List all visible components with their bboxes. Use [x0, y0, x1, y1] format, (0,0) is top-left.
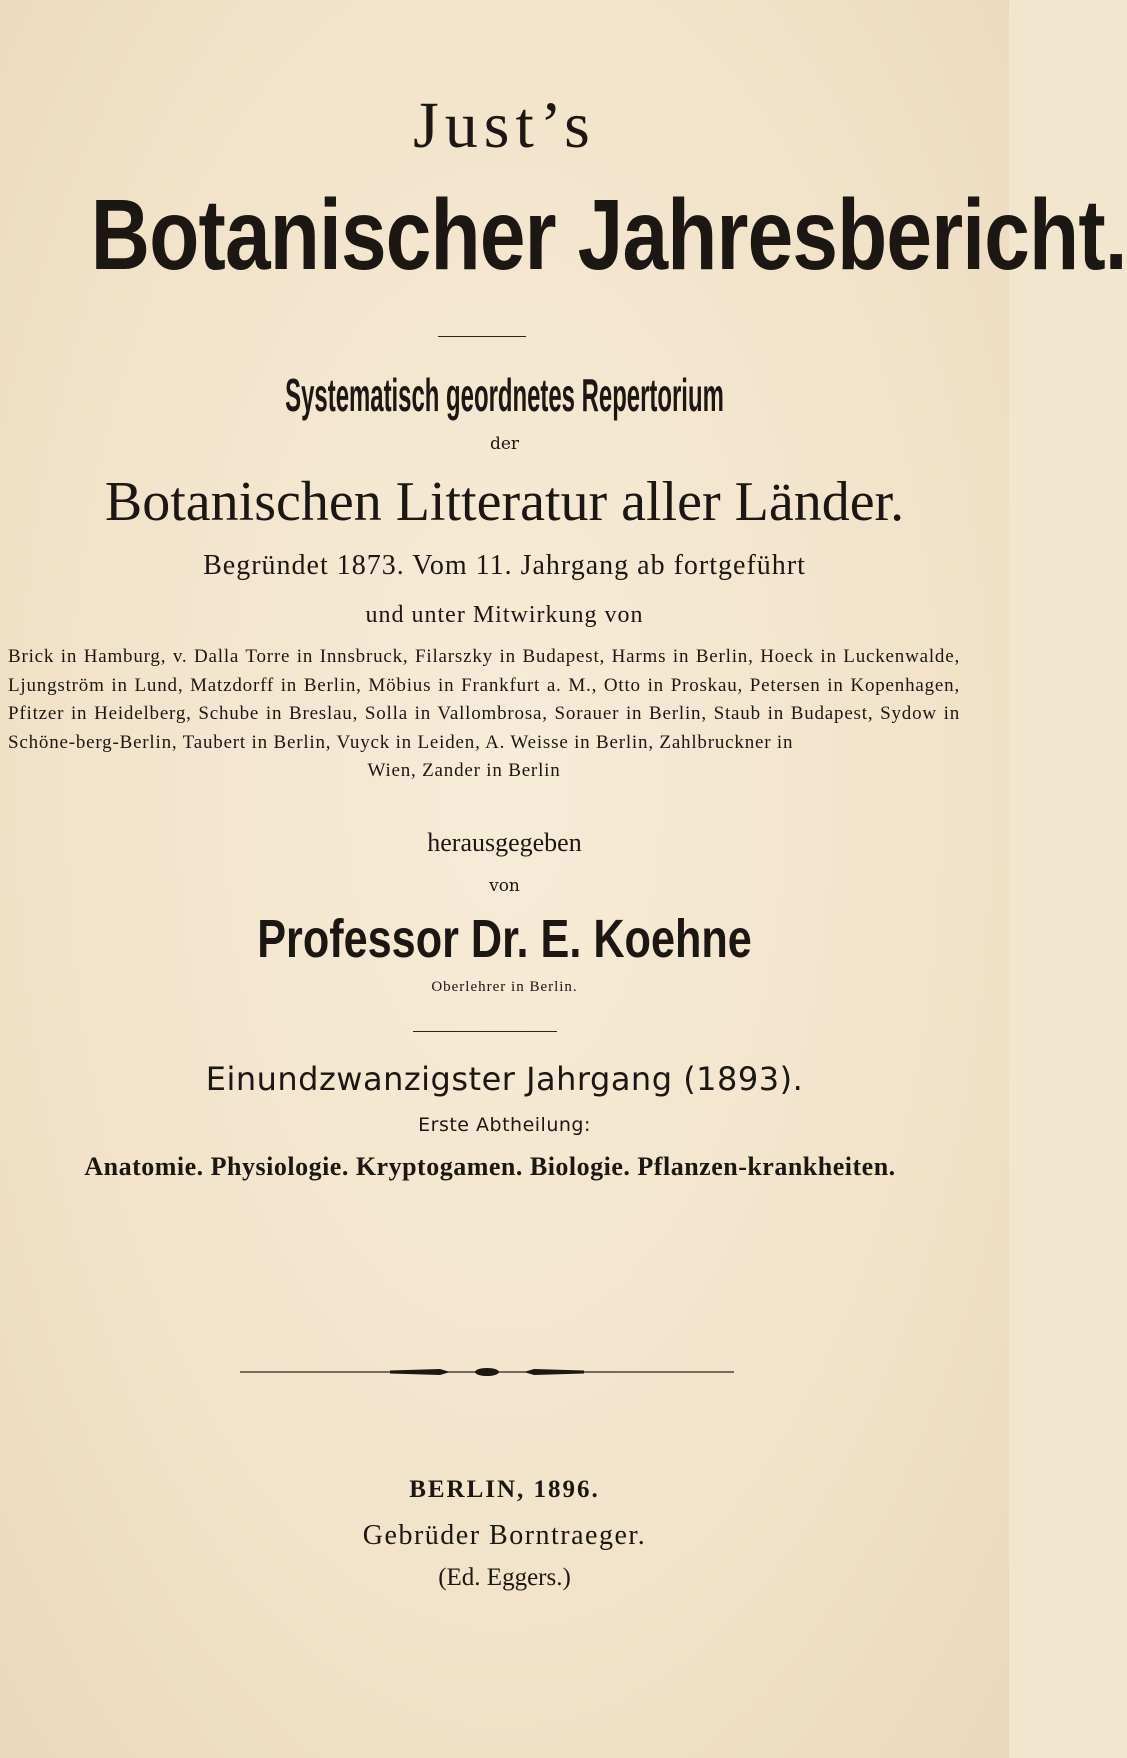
city-year: BERLIN, 1896. [409, 1476, 600, 1503]
subtitle: Systematisch geordnetes Repertorium [285, 369, 724, 421]
title-rule [438, 336, 526, 337]
contributors-body: Brick in Hamburg, v. Dalla Torre in Innsbruck, Filarszky in Budapest, Harms in Berlin, Hoeck in Luckenwalde, Ljungström in Lund, Matzdorff in Berlin, Möbius in Frankfurt a. M., Otto in Proskau, Petersen in Kopenhagen, Pfitzer in Heidelberg, Schube in Breslau, Solla in Vallombrosa, Sorauer in Berlin, Staub in Budapest, Sydow in Schöne-berg-Berlin, Taubert in Berlin, Vuyck in Leiden, A. Weisse in Berlin, Zahlbruckner in [8, 646, 960, 753]
main-title: Botanischer Jahresbericht. [90, 179, 1127, 291]
ornament-divider-icon [240, 1365, 734, 1379]
publisher-note: (Ed. Eggers.) [438, 1564, 571, 1591]
editor-rule [413, 1031, 557, 1032]
editor-title: Oberlehrer in Berlin. [431, 979, 578, 995]
part-line: Erste Abtheilung: [418, 1114, 591, 1136]
topics-line: Anatomie. Physiologie. Kryptogamen. Biologie. Pflanzen-krankheiten. [84, 1152, 896, 1181]
contributors-last: Wien, Zander in Berlin [367, 760, 561, 781]
edition-line: Einundzwanzigster Jahrgang (1893). [205, 1060, 804, 1098]
subtitle-literature: Botanischen Litteratur aller Länder. [104, 471, 905, 533]
contributors-intro: und unter Mitwirkung von [365, 602, 644, 628]
von-text: von [489, 876, 520, 896]
edited-by: herausgegeben [427, 828, 582, 857]
der-text: der [489, 434, 520, 454]
author-possessive: Just’s [413, 89, 596, 162]
contributors-list [8, 643, 960, 786]
founded-line: Begründet 1873. Vom 11. Jahrgang ab fortgeführt [203, 550, 806, 581]
editor-name: Professor Dr. E. Koehne [257, 909, 752, 969]
publisher: Gebrüder Borntraeger. [362, 1520, 647, 1551]
